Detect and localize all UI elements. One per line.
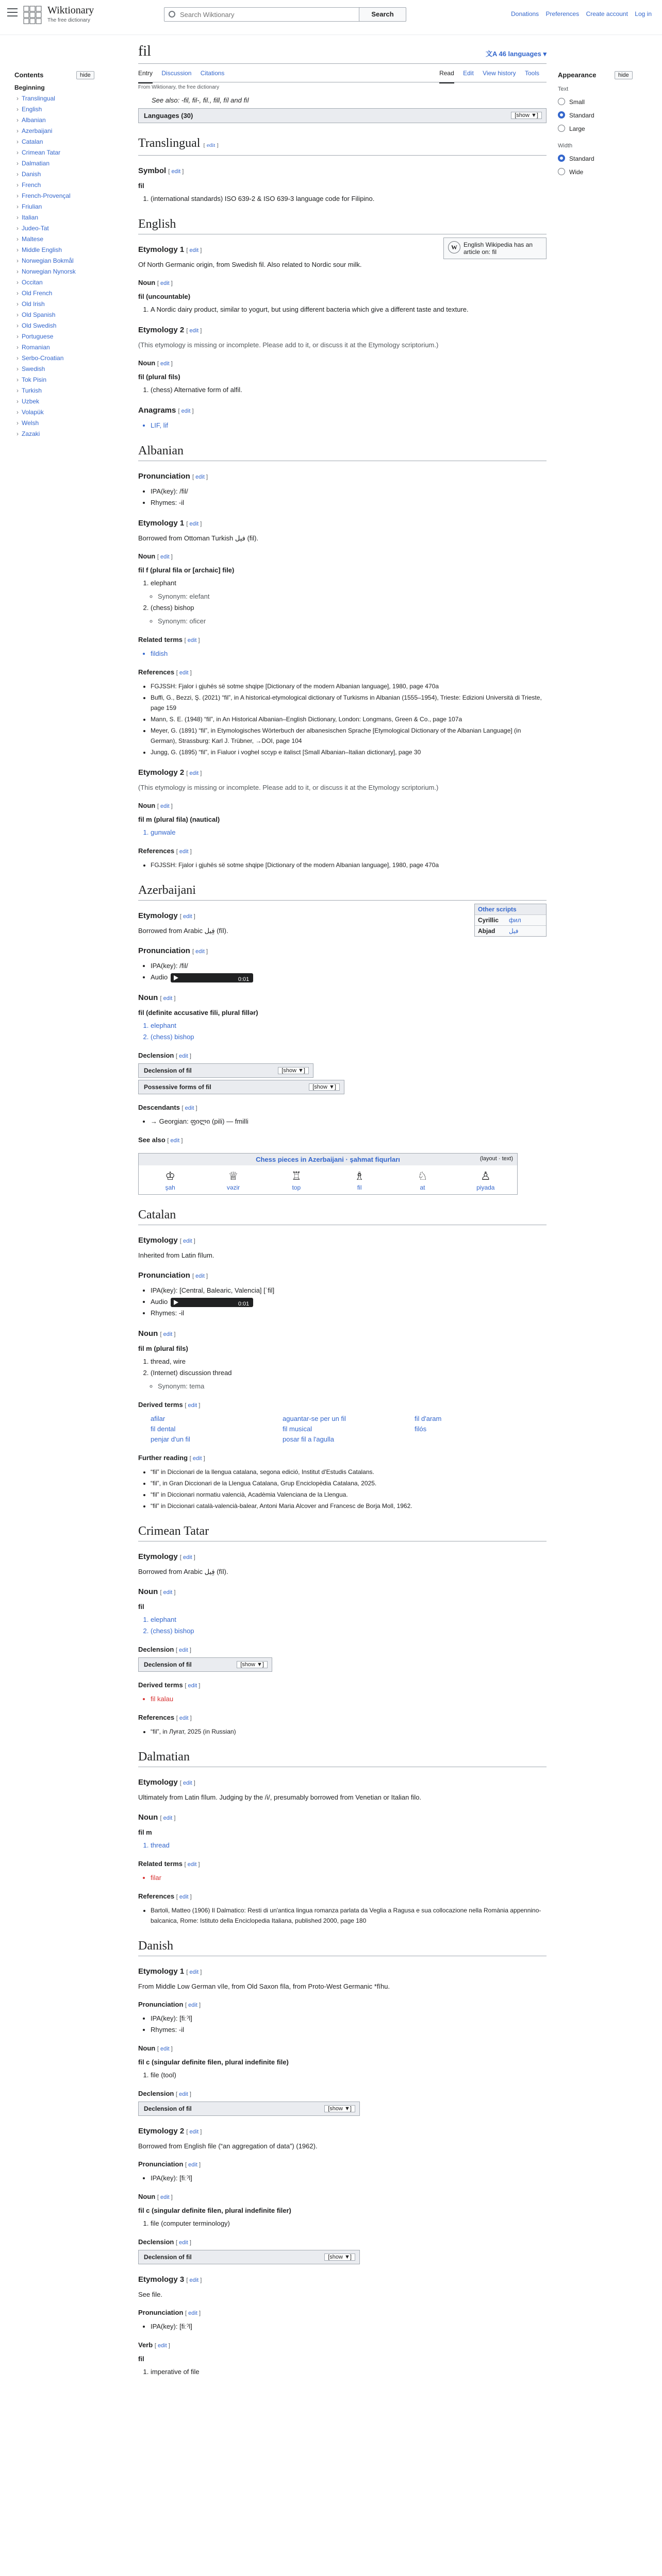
possessive-table[interactable]: Possessive forms of fil [show ▼] (138, 1080, 344, 1094)
heading-noun: Noun [ edit ] (138, 359, 173, 367)
toc-item[interactable]: › Serbo-Croatian (14, 353, 107, 364)
search-button[interactable]: Search (359, 7, 406, 22)
heading-pronunciation: Pronunciation [ edit ] (138, 2160, 201, 2168)
heading-related: Related terms [ edit ] (138, 1860, 200, 1868)
headword: fil c (singular definite filen, plural indefinite filer) (138, 2207, 291, 2214)
toc-item[interactable]: › English (14, 104, 107, 115)
derived-term[interactable]: fil musical (283, 1425, 312, 1433)
heading-etymology: Etymology 1 [ edit ] (138, 245, 202, 254)
toc-item[interactable]: › Volapük (14, 407, 107, 418)
etymology-text: Ultimately from Latin fīlum. Judging by the /i/, presumably borrowed from Venetian or Italian filo. (138, 1793, 422, 1801)
chess-piece-name[interactable]: piyada (476, 1184, 495, 1191)
tab-read[interactable]: Read (439, 64, 454, 83)
etymology-text: Borrowed from Arabic فِيل (fīl). (138, 927, 228, 935)
heading-etymology: Etymology 2 [ edit ] (138, 2127, 202, 2136)
chess-piece-icon: ♕ (228, 1170, 239, 1182)
section-english: English (138, 215, 547, 234)
reference: • FGJSSH: Fjalor i gjuhës së sotme shqipe [Dictionary of the modern Albanian language], 1980, page 470a (151, 860, 547, 870)
headword: fil c (singular definite filen, plural indefinite file) (138, 2058, 289, 2066)
text-large-option[interactable]: Large (558, 122, 651, 135)
audio-player[interactable]: 0:01 (171, 1298, 253, 1307)
heading-pronunciation: Pronunciation [ edit ] (138, 946, 208, 955)
etymology-text: (This etymology is missing or incomplete. Please add to it, or discuss it at the Etymology scriptorium.) (138, 341, 439, 349)
site-header (0, 0, 662, 35)
etymology-text: (This etymology is missing or incomplete. Please add to it, or discuss it at the Etymology scriptorium.) (138, 784, 439, 791)
heading-references: References [ edit ] (138, 1714, 192, 1721)
related-term[interactable]: • fildish (151, 649, 547, 659)
user-menu (506, 10, 652, 18)
create-account-link[interactable]: Create account (586, 10, 628, 18)
definition: 1. (international standards) ISO 639-2 & ISO 639-3 language code for Filipino. (151, 194, 547, 204)
chess-piece-name[interactable]: fil (357, 1184, 362, 1191)
heading-related: Related terms [ edit ] (138, 636, 200, 643)
main-content: fil 文A 46 languages ▾ Entry Discussion Citations Read Edit View history Tools From Wiktionary, the free dictionary See also: -fil, fil-, fil., fill, fíl and fìl Languages (30) [show ▼] Translingual [ edit ] Symbol [ edit ] fil 1. (international standards) ISO 639-2 & ISO 639-3 language code for Filipino. English W English Wikipedia has an article on: fil Etymology 1 [ edit ] Of North Germanic origin, from Swedish fil. Also related to Nordic sour milk. Noun [ edit ] fil (uncountable) 1. A Nordic dairy product, similar to yogurt, but using different bacteria which give a different taste and texture. Etymology 2 [ edit ] (This etymology is missing or incomplete. Please add to it, or discuss it at the Etymology scriptorium.) Noun [ edit ] fil (plural fils) 1. (chess) Alternative form of alfil. Anagrams [ edit ] • LIF, lif Albanian Pronunciation [ edit ] • IPA(key): /fil/ • Rhymes: -il Etymology 1 [ edit ] Borrowed from Ottoman Turkish فیل (fil). Noun [ edit ] fil f (plural fila or [archaic] file) 1. elephant ◦ Synonym: elefant 2. (chess) bishop ◦ Synonym: oficer Related terms [ edit ] • fildish References [ edit ] • FGJSSH: Fjalor i gjuhës së sotme shqipe [Dictionary of the modern Albanian language], 1980, page 470a • Buffi, G., Bezzi, Ş. (2021) “fil”, in A historical-etymological dictionary of Turkisms in Albanian (1555–1954), Trieste: Edizioni Università di Trieste, page 159 • Mann, S. E. (1948) “fil”, in An Historical Albanian–English Dictionary, London: Longmans, Green & Co., page 107a • Meyer, G. (1891) “fil”, in Etymologisches Wörterbuch der albanesischen Sprache [Etymological Dictionary of the Albanian Language] (in German), Strassburg: Karl J. Trübner, →DOI, page 104 • Jungg, G. (1895) “fil”, in Fialuor i voghel sccyp e italisct [Small Albanian–Italian dictionary], page 30 Etymology 2 [ edit ] (This etymology is missing or incomplete. Please add to it, or discuss it at the Etymology scriptorium.) Noun [ edit ] fil m (plural fila) (nautical) 1. gunwale References [ edit ] • FGJSSH: Fjalor i gjuhës së sotme shqipe [Dictionary of the modern Albanian language], 1980, page 470a Azerbaijani Other scripts Cyrillic фил Abjad فیل Etymology [ edit ] Borrowed from Arabic فِيل (fīl). Pronunciation [ edit ] • IPA(key): /fil/ • Audio 0:01 Noun [ edit ] fil (definite accusative fili, plural fillər) 1. elephant 2. (chess) bishop Declension [ edit ] Declension of fil [show ▼] Possessive forms of fil [show ▼] Descendants [ edit ] • → Georgian: ფილი (pili) — fmilli See also [ edit ] Chess pieces in Azerbaijani · şahmat fiqurları (layout · text) ♔ şah ♕ vəzir ♖ top ♗ fil ♘ at ♙ piyada Catalan Etymology [ edit ] Inherited from Latin fīlum. Pronunciation [ edit ] • IPA(key): [Central, Balearic, Valencia] [ˈfil] • Audio 0:01 • Rhymes: -il Noun [ edit ] fil m (plural fils) 1. thread, wire 2. (Internet) discussion thread ◦ Synonym: tema Derived terms [ edit ] afilar aguantar-se per un fil fil d'aram fil dental fil musical filós penjar d'un fil posar fil a l'agulla Further reading [ edit ] • “fil” in Diccionari de la llengua catalana, segona edició, Institut d'Estudis Catalans. • “fil”, in Gran Diccionari de la Llengua Catalana, Grup Enciclopèdia Catalana, 2025. • “fil” in Diccionari normatiu valencià, Acadèmia Valenciana de la Llengua. • “fil” in Diccionari català-valencià-balear, Antoni Maria Alcover and Francesc de Borja Moll, 1962. Crimean Tatar Etymology [ edit ] Borrowed from Arabic فِيل (fīl). Noun [ edit ] fil 1. elephant 2. (chess) bishop Declension [ edit ] Declension of fil [show ▼] Derived terms [ edit ] • fil kalau References [ edit ] • “fil”, in Луғат, 2025 (in Russian) Dalmatian Etymology [ edit ] Ultimately from Latin fīlum. Judging by the /i/, presumably borrowed from Venetian or Italian filo. Noun [ edit ] fil m 1. thread Related terms [ edit ] • filar References [ edit ] • Bartoli, Matteo (1906) Il Dalmatico: Resti di un'antica lingua romanza parlata da Veglia a Ragusa e sua collocazione nella Romània appennino-balcanica, Rome: Istituto della Enciclopedia Italiana, published 2000, page 180 Danish Etymology 1 [ edit ] From Middle Low German vīle, from Old Saxon fīla, from Proto-West Germanic *fīhu. Pronunciation [ edit ] • IPA(key): [fiːˀl] • Rhymes: -il Noun [ edit ] fil c (singular definite filen, plural indefinite file) 1. file (tool) Declension [ edit ] Declension of fil [show ▼] Etymology 2 [ edit ] Borrowed from English file (“an aggregation of data”) (1962). Pronunciation [ edit ] • IPA(key): [fiːˀl] Noun [ edit ] fil c (singular definite filen, plural indefinite filer) 1. file (computer terminology) Declension [ edit ] Declension of fil [show ▼] Etymology 3 [ edit ] See file. Pronunciation [ edit ] • IPA(key): [fiːˀl] Verb [ edit ] fil 1. imperative of file (138, 41, 547, 2377)
toc-item[interactable]: › Swedish (14, 364, 107, 375)
headword: fil f (plural fila or [archaic] file) (138, 566, 235, 574)
audio-row: • Audio 0:01 (151, 972, 547, 982)
chess-piece[interactable] (202, 1165, 264, 1194)
heading-pronunciation: Pronunciation [ edit ] (138, 2001, 201, 2008)
headword: fil (138, 1603, 144, 1611)
definition: 1. (chess) Alternative form of alfil. (151, 385, 547, 395)
other-scripts-box: Other scripts Cyrillic фил Abjad فیل (474, 904, 547, 937)
audio-row: • Audio 0:01 (151, 1297, 547, 1307)
heading-noun: Noun [ edit ] (138, 1587, 176, 1596)
chess-piece-name[interactable]: at (420, 1184, 425, 1191)
heading-etymology: Etymology [ edit ] (138, 911, 195, 920)
etymology-text: Borrowed from English file (“an aggregation of data”) (1962). (138, 2142, 318, 2150)
section-dalmatian: Dalmatian (138, 1748, 547, 1767)
definition[interactable]: 2. (chess) bishop (151, 1032, 547, 1042)
toc-item[interactable]: › Translingual (14, 93, 107, 104)
toc-item[interactable]: › Turkish (14, 385, 107, 396)
reference: • FGJSSH: Fjalor i gjuhës së sotme shqipe [Dictionary of the modern Albanian language], 1980, page 470a (151, 681, 547, 691)
see-also-hatnote: See also: -fil, fil-, fil., fill, fíl and fìl (152, 96, 249, 104)
toc-item[interactable]: › Zazaki (14, 429, 107, 439)
heading-declension: Declension [ edit ] (138, 1052, 191, 1059)
heading-etymology: Etymology 1 [ edit ] (138, 519, 202, 528)
chess-piece[interactable] (454, 1165, 517, 1194)
toc-item[interactable]: › Norwegian Bokmål (14, 256, 107, 266)
heading-pronunciation: Pronunciation [ edit ] (138, 1271, 208, 1280)
chess-piece-icon: ♖ (291, 1170, 302, 1182)
etymology-text: From Middle Low German vīle, from Old Saxon fīla, from Proto-West Germanic *fīhu. (138, 1982, 390, 1990)
chess-piece-icon: ♙ (480, 1170, 491, 1182)
toc-list (14, 93, 107, 439)
headword: fil m (plural fila) (nautical) (138, 816, 220, 823)
heading-derived: Derived terms [ edit ] (138, 1401, 201, 1409)
heading-declension: Declension [ edit ] (138, 2090, 191, 2097)
heading-etymology: Etymology 2 [ edit ] (138, 768, 202, 777)
toc-item[interactable]: › Azerbaijani (14, 126, 107, 137)
ipa: • IPA(key): /fil/ (151, 961, 547, 971)
chess-piece[interactable] (139, 1165, 202, 1194)
page-subtitle: From Wiktionary, the free dictionary (138, 84, 220, 90)
play-icon (174, 1300, 178, 1305)
declension-table[interactable]: Declension of fil [show ▼] (138, 2102, 360, 2116)
chess-piece-name[interactable]: top (292, 1184, 301, 1191)
languages-box[interactable]: Languages (30) [show ▼] (138, 108, 547, 123)
section-crimean-tatar: Crimean Tatar (138, 1522, 547, 1541)
anagram-list[interactable]: • LIF, lif (151, 420, 547, 431)
etymology-text: Borrowed from Arabic فِيل (fīl). (138, 1568, 228, 1575)
heading-noun: Noun [ edit ] (138, 552, 173, 560)
chess-piece[interactable] (391, 1165, 454, 1194)
toc-item[interactable]: › Romanian (14, 342, 107, 353)
section-azerbaijani: Azerbaijani (138, 882, 547, 901)
heading-see-also: See also [ edit ] (138, 1136, 183, 1144)
heading-references: References [ edit ] (138, 668, 192, 676)
radio-icon[interactable] (558, 125, 565, 132)
appearance-panel (558, 71, 651, 179)
headword: fil (uncountable) (138, 293, 191, 300)
toc-hide-button[interactable]: hide (76, 71, 94, 79)
heading-noun: Noun [ edit ] (138, 2044, 173, 2052)
heading-verb: Verb [ edit ] (138, 2341, 170, 2349)
site-name[interactable]: Wiktionary (47, 5, 94, 16)
heading-etymology: Etymology 1 [ edit ] (138, 1967, 202, 1976)
languages-button[interactable]: 文A 46 languages ▾ (485, 50, 547, 58)
tools-menu[interactable]: Tools (524, 70, 539, 77)
toc-item[interactable]: › Occitan (14, 277, 107, 288)
toc-item[interactable]: › Welsh (14, 418, 107, 429)
toc-item[interactable]: › Old French (14, 288, 107, 299)
reference: • Buffi, G., Bezzi, Ş. (2021) “fil”, in A historical-etymological dictionary of Turkisms in Albanian (1555–1954), Trieste: Edizioni Università di Trieste, page 159 (151, 692, 547, 713)
heading-etymology: Etymology [ edit ] (138, 1552, 195, 1561)
site-tagline: The free dictionary (47, 18, 90, 23)
toc-item[interactable]: › Albanian (14, 115, 107, 126)
heading-etymology: Etymology 3 [ edit ] (138, 2275, 202, 2284)
heading-etymology: Etymology 2 [ edit ] (138, 326, 202, 334)
radio-icon[interactable] (558, 168, 565, 175)
reference: • Meyer, G. (1891) “fil”, in Etymologisches Wörterbuch der albanesischen Sprache [Etymological Dictionary of the Albanian Language] (in German), Strassburg: Karl J. Trübner, →DOI, page 104 (151, 725, 547, 746)
text-size-label: Text (558, 86, 569, 92)
toc-item[interactable]: › Old Spanish (14, 310, 107, 320)
heading-derived: Derived terms [ edit ] (138, 1681, 201, 1689)
heading-anagrams: Anagrams [ edit ] (138, 406, 194, 415)
heading-declension: Declension [ edit ] (138, 2238, 191, 2246)
descendant: • → Georgian: ფილი (pili) — fmilli (151, 1116, 547, 1127)
headword: fil (138, 182, 144, 190)
tab-discussion[interactable]: Discussion (161, 70, 192, 77)
heading-noun: Noun [ edit ] (138, 802, 173, 809)
ipa: • IPA(key): /fil/ (151, 486, 547, 497)
section-danish: Danish (138, 1937, 547, 1956)
heading-descendants: Descendants [ edit ] (138, 1104, 197, 1111)
section-albanian: Albanian (138, 442, 547, 461)
toc-item[interactable]: › Uzbek (14, 396, 107, 407)
ipa: • IPA(key): [Central, Balearic, Valencia] [ˈfil] (151, 1285, 547, 1296)
toc-item[interactable]: › Dalmatian (14, 158, 107, 169)
toc-item[interactable]: › Catalan (14, 137, 107, 147)
play-icon (174, 975, 178, 980)
width-label: Width (558, 143, 573, 149)
definition[interactable]: 1. elephant (151, 1021, 547, 1031)
chess-piece-icon: ♔ (165, 1170, 176, 1182)
search-input[interactable] (180, 9, 376, 20)
radio-selected-icon[interactable] (558, 155, 565, 162)
heading-etymology: Etymology [ edit ] (138, 1236, 195, 1245)
derived-term[interactable]: afilar (151, 1415, 166, 1422)
donate-link[interactable]: Donations (511, 10, 539, 18)
etymology-text: Borrowed from Ottoman Turkish فیل (fil). (138, 534, 259, 542)
toc-item[interactable]: › Middle English (14, 245, 107, 256)
text-small-option[interactable]: Small (558, 95, 651, 109)
toc-item[interactable]: › Crimean Tatar (14, 147, 107, 158)
definition[interactable]: 1. gunwale (151, 827, 547, 838)
radio-selected-icon[interactable] (558, 111, 565, 118)
page-tabs (138, 64, 547, 82)
toc-item[interactable]: › Old Irish (14, 299, 107, 310)
toc-item[interactable]: › French-Provençal (14, 191, 107, 201)
etymology-text: See file. (138, 2291, 162, 2298)
audio-player[interactable]: 0:01 (171, 973, 253, 982)
toc-item[interactable]: › Portuguese (14, 331, 107, 342)
heading-pronunciation: Pronunciation [ edit ] (138, 2309, 201, 2316)
section-translingual: Translingual [ edit ] (138, 134, 547, 156)
headword: fil (plural fils) (138, 373, 180, 381)
headword: fil m (plural fils) (138, 1345, 188, 1352)
radio-icon[interactable] (558, 98, 565, 105)
headword: fil m (138, 1828, 152, 1836)
toc-item[interactable]: › Danish (14, 169, 107, 180)
width-wide-option[interactable]: Wide (558, 165, 651, 179)
preferences-link[interactable]: Preferences (545, 10, 580, 18)
heading-noun: Noun [ edit ] (138, 279, 173, 286)
heading-noun: Noun [ edit ] (138, 993, 176, 1002)
derived-term[interactable]: penjar d'un fil (151, 1435, 190, 1443)
tab-edit[interactable]: Edit (463, 70, 474, 77)
section-catalan: Catalan (138, 1206, 547, 1225)
width-standard-option[interactable]: Standard (558, 152, 651, 165)
declension-table[interactable]: Declension of fil [show ▼] (138, 1657, 272, 1672)
chess-piece-icon: ♘ (417, 1170, 428, 1182)
heading-etymology: Etymology [ edit ] (138, 1778, 195, 1787)
derived-term[interactable]: posar fil a l'agulla (283, 1435, 335, 1443)
chess-piece-name[interactable]: şah (165, 1184, 175, 1191)
etymology-text: Inherited from Latin fīlum. (138, 1251, 214, 1259)
rhymes: • Rhymes: -il (151, 1308, 547, 1318)
etymology-text: Of North Germanic origin, from Swedish fil. Also related to Nordic sour milk. (138, 261, 362, 268)
chess-piece[interactable] (265, 1165, 328, 1194)
toc-item[interactable]: › Italian (14, 212, 107, 223)
heading-noun: Noun [ edit ] (138, 1813, 176, 1822)
heading-declension: Declension [ edit ] (138, 1646, 191, 1653)
tab-citations[interactable]: Citations (200, 70, 225, 77)
reference: • Jungg, G. (1895) “fil”, in Fialuor i voghel sccyp e italisct [Small Albanian–Italian dictionary], page 30 (151, 747, 547, 757)
appearance-title: Appearance (558, 71, 597, 79)
chess-piece[interactable] (328, 1165, 391, 1194)
declension-table[interactable]: Declension of fil [show ▼] (138, 1063, 313, 1078)
appearance-hide-button[interactable]: hide (615, 71, 633, 79)
toc-item[interactable]: › Tok Pisin (14, 375, 107, 385)
toc-item[interactable]: › Friulian (14, 201, 107, 212)
chess-piece-icon: ♗ (354, 1170, 365, 1182)
wikipedia-icon: W (448, 241, 460, 253)
tab-entry[interactable]: Entry (138, 64, 153, 83)
show-toggle[interactable]: [show ▼] (511, 112, 542, 119)
toc-item[interactable]: › Old Swedish (14, 320, 107, 331)
toc-item[interactable]: › Maltese (14, 234, 107, 245)
wiktionary-logo[interactable] (23, 4, 43, 25)
toc-item[interactable]: › Judeo-Tat (14, 223, 107, 234)
definition: 1. thread, wire (151, 1357, 547, 1367)
heading-pronunciation: Pronunciation [ edit ] (138, 472, 208, 481)
toc-title: Contents (14, 71, 44, 79)
reference: • Mann, S. E. (1948) “fil”, in An Historical Albanian–English Dictionary, London: Longmans, Green & Co., page 107a (151, 714, 547, 724)
derived-term[interactable]: fil d'aram (415, 1415, 442, 1422)
definition: 2. (chess) bishop ◦ Synonym: oficer (151, 603, 547, 626)
chess-pieces-table: Chess pieces in Azerbaijani · şahmat fiqurları (layout · text) ♔ şah ♕ vəzir ♖ top ♗ fil ♘ at ♙ piyada (138, 1153, 518, 1195)
heading-references: References [ edit ] (138, 1892, 192, 1900)
tab-history[interactable]: View history (483, 70, 516, 77)
derived-term[interactable]: fil dental (151, 1425, 176, 1433)
toc-item[interactable]: › Norwegian Nynorsk (14, 266, 107, 277)
heading-symbol: Symbol [ edit ] (138, 166, 184, 175)
headword: fil (138, 2355, 144, 2363)
heading-further-reading: Further reading [ edit ] (138, 1454, 205, 1462)
declension-table[interactable]: Declension of fil [show ▼] (138, 2250, 360, 2264)
heading-noun: Noun [ edit ] (138, 2193, 173, 2200)
main-menu-icon[interactable] (7, 8, 18, 16)
derived-term[interactable]: aguantar-se per un fil (283, 1415, 346, 1422)
heading-noun: Noun [ edit ] (138, 1329, 176, 1338)
toc-sidebar (14, 71, 107, 439)
login-link[interactable]: Log in (635, 10, 652, 18)
text-standard-option[interactable]: Standard (558, 109, 651, 122)
wikipedia-box[interactable]: W English Wikipedia has an article on: fil (443, 238, 547, 259)
toc-item[interactable]: › French (14, 180, 107, 191)
page-title: fil (138, 41, 547, 64)
definition: 1. A Nordic dairy product, similar to yogurt, but using different bacteria which give a different taste and texture. (151, 304, 547, 315)
chess-piece-name[interactable]: vəzir (226, 1184, 240, 1191)
derived-terms-list (151, 1414, 547, 1445)
headword: fil (definite accusative fili, plural fillər) (138, 1009, 258, 1016)
rhymes: • Rhymes: -il (151, 498, 547, 508)
heading-references: References [ edit ] (138, 847, 192, 855)
toc-beginning[interactable]: Beginning (14, 84, 45, 91)
derived-term[interactable]: filós (415, 1425, 427, 1433)
search-icon (169, 11, 175, 18)
definition: 1. elephant ◦ Synonym: elefant (151, 578, 547, 602)
definition: 2. (Internet) discussion thread ◦ Synonym: tema (151, 1368, 547, 1392)
